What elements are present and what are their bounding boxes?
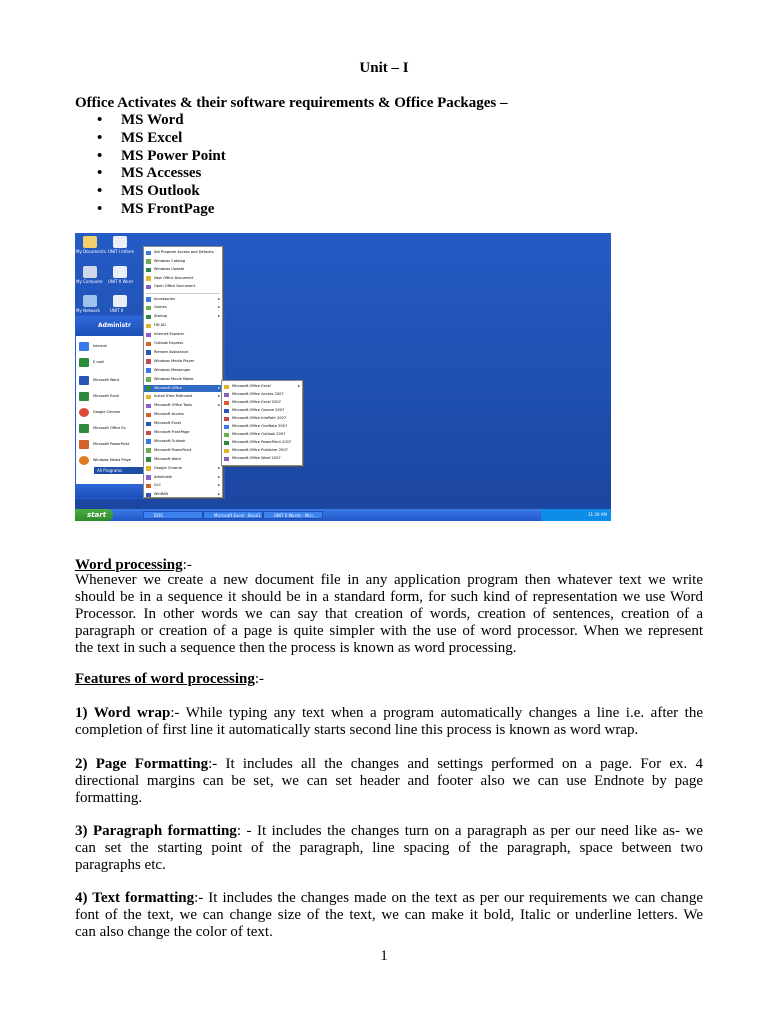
program-icon: [146, 324, 151, 329]
submenu-arrow-icon: ▸: [218, 474, 220, 479]
start-item-internet[interactable]: Internet: [79, 344, 107, 348]
bullet-icon: •: [97, 183, 103, 200]
submenu-arrow-icon: ▸: [218, 305, 220, 310]
bullet-icon: •: [97, 147, 103, 164]
submenu-arrow-icon: ▸: [218, 492, 220, 497]
programs-menu-item[interactable]: Google Chrome ▸: [144, 465, 222, 473]
programs-menu-item[interactable]: Microsoft Office Tools ▸: [144, 402, 222, 410]
program-icon: [146, 297, 151, 302]
office-submenu-item[interactable]: Microsoft Office PowerPoint 2007: [222, 439, 302, 447]
office-submenu-item[interactable]: Microsoft Office OneNote 2007: [222, 423, 302, 431]
programs-menu-item[interactable]: Accessories ▸: [144, 296, 222, 304]
program-icon: [146, 493, 151, 498]
programs-menu-item[interactable]: WinRAR ▸: [144, 491, 222, 499]
submenu-arrow-icon: ▸: [218, 403, 220, 408]
start-item-email[interactable]: E-mail: [79, 360, 104, 364]
office-submenu-item[interactable]: Microsoft Office Outlook 2007: [222, 431, 302, 439]
programs-menu-item[interactable]: Microsoft Word: [144, 456, 222, 464]
office-app-icon: [224, 441, 229, 446]
all-programs-button[interactable]: All Programs: [94, 467, 147, 474]
program-icon: [146, 466, 151, 471]
feature-paragraph-formatting: 3) Paragraph formatting: - It includes the changes turn on a paragraph as per our need like as- we can set the starting point of the paragraph, line spacing of the paragraph, space between two paragraphs etc.: [75, 823, 703, 873]
office-submenu-item[interactable]: Microsoft Office Excel 2007: [222, 399, 302, 407]
word-document-icon: [113, 295, 127, 307]
program-icon: [146, 386, 151, 391]
system-tray-clock: 11:26 AM: [541, 509, 611, 521]
start-menu-user: Administr: [76, 316, 224, 336]
start-item-office-excel[interactable]: Microsoft Office Ex: [79, 426, 126, 430]
program-icon: [146, 285, 151, 290]
chrome-icon: [79, 408, 89, 417]
program-icon: [146, 475, 151, 480]
office-app-icon: [224, 417, 229, 422]
program-icon: [146, 439, 151, 444]
page-number: 1: [380, 948, 388, 964]
programs-menu-item[interactable]: Windows Catalog: [144, 258, 222, 266]
programs-menu-item[interactable]: HD AD: [144, 322, 222, 330]
list-item: • MS Accesses: [97, 165, 202, 182]
office-app-icon: [224, 433, 229, 438]
office-submenu-item[interactable]: Microsoft Office Word 2007: [222, 455, 302, 463]
feature-word-wrap: 1) Word wrap:- While typing any text when a program automatically changes a line i.e. after the completion of first line it automatically starts second line this process is known as word wrap.: [75, 705, 704, 738]
programs-menu-item[interactable]: Set Program Access and Defaults: [144, 249, 222, 257]
programs-menu-item[interactable]: New Office Document: [144, 275, 222, 283]
office-app-icon: [224, 425, 229, 430]
programs-menu-item[interactable]: Adminible ▸: [144, 474, 222, 482]
program-icon: [146, 377, 151, 382]
programs-menu-item[interactable]: Microsoft PowerPoint: [144, 447, 222, 455]
start-item-excel[interactable]: Microsoft Excel: [79, 394, 119, 398]
programs-menu-item[interactable]: Open Office Document: [144, 283, 222, 291]
programs-menu-item[interactable]: Internet Explorer: [144, 331, 222, 339]
program-icon: [146, 413, 151, 418]
program-icon: [146, 350, 151, 355]
office-submenu-item[interactable]: Microsoft Office Access 2007: [222, 391, 302, 399]
programs-menu-item[interactable]: Startup ▸: [144, 313, 222, 321]
office-app-icon: [224, 449, 229, 454]
programs-menu-item[interactable]: Microsoft Excel: [144, 420, 222, 428]
programs-menu-item[interactable]: Microsoft FrontPage: [144, 429, 222, 437]
submenu-arrow-icon: ▸: [218, 483, 220, 488]
unit-title: Unit – I: [359, 60, 409, 76]
package-list: [97, 112, 226, 219]
submenu-arrow-icon: ▸: [218, 314, 220, 319]
desktop-icon-label: UNIT I Inform: [108, 249, 135, 254]
word-processing-title: Word processing:-: [75, 557, 192, 573]
bullet-icon: •: [97, 112, 103, 128]
programs-menu-item[interactable]: Windows Messenger: [144, 367, 222, 375]
list-item: • MS Word: [97, 112, 184, 128]
email-icon: [79, 358, 89, 367]
my-computer-icon: [83, 266, 97, 278]
submenu-arrow-icon: ▸: [218, 394, 220, 399]
office-submenu-item[interactable]: Microsoft Office Excel ▸: [222, 383, 302, 391]
start-menu-pinned: [76, 336, 146, 484]
word-document-icon: [113, 266, 127, 278]
desktop-icon-label: My Network: [76, 308, 100, 313]
menu-divider: [146, 293, 220, 294]
program-icon: [146, 268, 151, 273]
office-submenu-item[interactable]: Microsoft Office InfoPath 2007: [222, 415, 302, 423]
programs-menu-item[interactable]: Windows Media Player: [144, 358, 222, 366]
office-app-icon: [224, 393, 229, 398]
office-app-icon: [224, 401, 229, 406]
taskbar: [75, 509, 611, 521]
list-item: • MS Outlook: [97, 183, 200, 200]
excel-icon: [79, 392, 89, 401]
list-item: • MS FrontPage: [97, 200, 215, 217]
programs-menu-item[interactable]: Microsoft Outlook: [144, 438, 222, 446]
submenu-arrow-icon: ▸: [218, 296, 220, 301]
programs-menu-item[interactable]: Remote Assistance: [144, 349, 222, 357]
windows-start-menu-screenshot: [75, 233, 611, 521]
program-icon: [146, 448, 151, 453]
submenu-arrow-icon: ▸: [218, 465, 220, 470]
word-document-icon: [113, 236, 127, 248]
feature-page-formatting: 2) Page Formatting:- It includes all the changes and settings performed on a page. For ex. 4 directional margins can be set, we can set header and footer also we can use Endnote by page formatting.: [75, 756, 703, 806]
program-icon: [146, 457, 151, 462]
taskbar-item[interactable]: DOS: [143, 511, 203, 519]
office-submenu-item[interactable]: Microsoft Office Publisher 2007: [222, 447, 302, 455]
programs-menu-item[interactable]: Microsoft Access: [144, 411, 222, 419]
office-app-icon: [224, 385, 229, 390]
program-icon: [146, 333, 151, 338]
program-icon: [146, 315, 151, 320]
taskbar-item[interactable]: Microsoft Excel - Book1: [203, 511, 263, 519]
program-icon: [146, 251, 151, 256]
my-documents-icon: [83, 236, 97, 248]
list-item: • MS Power Point: [97, 147, 226, 164]
media-player-icon: [79, 456, 89, 465]
programs-menu-item[interactable]: VLC ▸: [144, 482, 222, 490]
start-item-chrome[interactable]: Google Chrome: [79, 410, 120, 414]
program-icon: [146, 306, 151, 311]
internet-explorer-icon: [79, 342, 89, 351]
feature-text-formatting: 4) Text formatting:- It includes the changes made on the text as per our requirements we can change font of the text, we can change size of the text, we can make it bold, Italic or underline letters. We can also change the color of text.: [75, 890, 703, 940]
bullet-icon: •: [97, 129, 103, 146]
programs-menu: [143, 246, 223, 498]
bullet-icon: •: [97, 165, 103, 182]
programs-menu-item[interactable]: Windows Update: [144, 266, 222, 274]
powerpoint-icon: [79, 440, 89, 449]
programs-menu-item[interactable]: Games ▸: [144, 304, 222, 312]
desktop-icon-label: UNIT II Word: [108, 279, 133, 284]
program-icon: [146, 359, 151, 364]
bullet-icon: •: [97, 200, 103, 217]
section-heading: Office Activates & their software requirements & Office Packages –: [75, 95, 508, 111]
start-item-media-player[interactable]: Windows Media Playe: [79, 458, 131, 462]
my-network-icon: [83, 295, 97, 307]
program-icon: [146, 404, 151, 409]
program-icon: [146, 431, 151, 436]
start-button[interactable]: start: [75, 509, 113, 521]
submenu-arrow-icon: ▸: [298, 384, 300, 388]
program-icon: [146, 276, 151, 281]
office-submenu: [221, 380, 303, 466]
program-icon: [146, 259, 151, 264]
programs-menu-item[interactable]: Outlook Express: [144, 340, 222, 348]
program-icon: [146, 342, 151, 347]
taskbar-item[interactable]: UNIT II Words - Micr...: [263, 511, 323, 519]
office-submenu-item[interactable]: Microsoft Office Groove 2007: [222, 407, 302, 415]
program-icon: [146, 484, 151, 489]
programs-menu-item[interactable]: Install iFree KidInvest ▸: [144, 393, 222, 401]
desktop-icon-label: My Documents: [76, 249, 106, 254]
program-icon: [146, 422, 151, 427]
office-app-icon: [224, 457, 229, 462]
word-processing-paragraph: Whenever we create a new document file in any application program then whatever text we write should be in a sequence it should be in a standard form, for such kind of representation we use Word Processor. In other words we can say that creation of words, creation of sentences, creation of a paragraph or creation of a page is quite simpler with the use of word processor. When we represent the text in such a sequence then the process is known as word processing.: [75, 572, 703, 656]
program-icon: [146, 368, 151, 373]
start-item-powerpoint[interactable]: Microsoft PowerPoint: [79, 442, 129, 446]
office-app-icon: [224, 409, 229, 414]
desktop-icon-label: UNIT II: [110, 308, 124, 313]
programs-menu-item-microsoft-office[interactable]: Microsoft Office ▸: [144, 385, 222, 393]
start-item-word[interactable]: Microsoft Word: [79, 378, 119, 382]
excel-icon: [79, 424, 89, 433]
word-icon: [79, 376, 89, 385]
desktop-icon-label: My Computer: [76, 279, 103, 284]
program-icon: [146, 395, 151, 400]
submenu-arrow-icon: ▸: [218, 385, 220, 390]
programs-menu-item[interactable]: Windows Movie Maker: [144, 376, 222, 384]
list-item: • MS Excel: [97, 129, 183, 146]
features-title: Features of word processing:-: [75, 671, 265, 687]
